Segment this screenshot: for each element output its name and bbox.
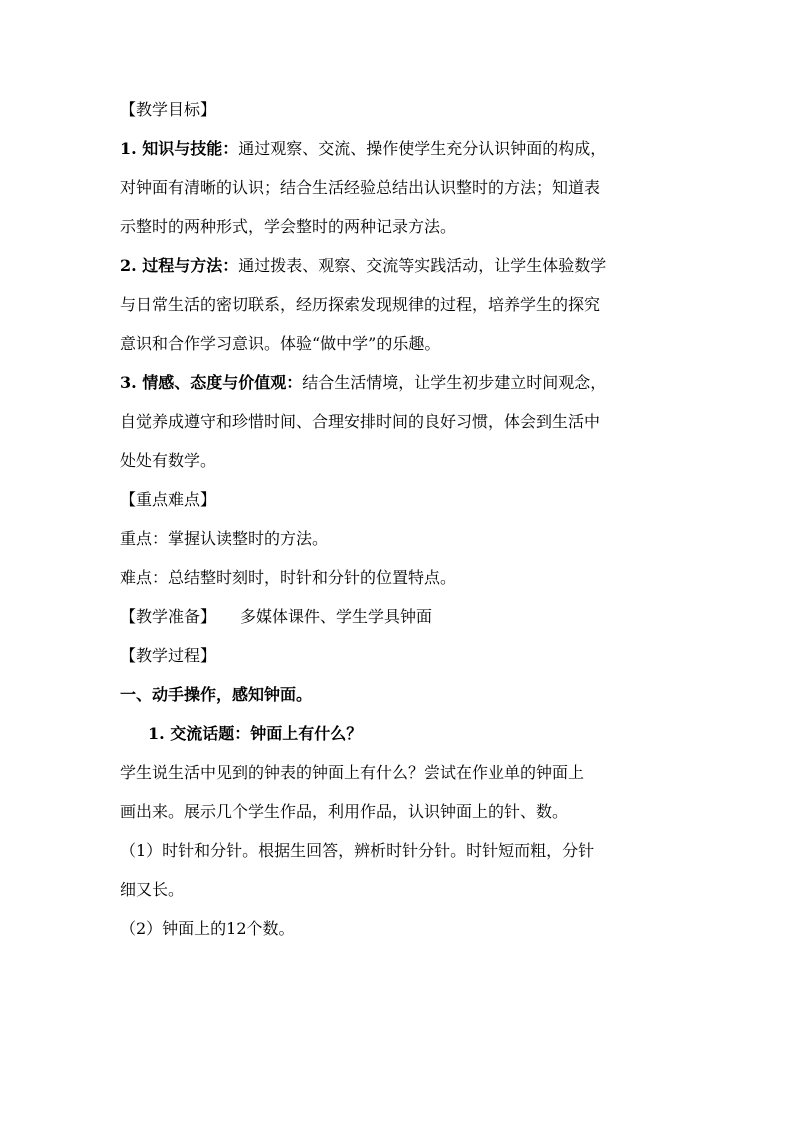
objective-process-line-2: 与日常生活的密切联系，经历探索发现规律的过程，培养学生的探究 <box>120 295 601 314</box>
difficulty-point: 难点：总结整时刻时，时针和分针的位置特点。 <box>120 568 457 587</box>
process-sub1-title: 1. 交流话题：钟面上有什么？ <box>148 724 363 743</box>
objective-process <box>120 256 680 276</box>
objective-process-label: 2. 过程与方法： <box>120 256 239 275</box>
preparation <box>120 607 680 627</box>
objective-attitude-line-2: 自觉养成遵守和珍惜时间、合理安排时间的良好习惯，体会到生活中 <box>120 412 601 431</box>
objective-process-line-1: 通过拨表、观察、交流等实践活动，让学生体验数学 <box>238 256 607 275</box>
process-point1-line-2: 细又长。 <box>120 880 185 899</box>
key-point: 重点：掌握认读整时的方法。 <box>120 529 329 548</box>
key-points-heading: 【重点难点】 <box>120 490 217 509</box>
process-point1-line-1: （1）时针和分针。根据生回答，辨析时针分针。时针短而粗，分针 <box>120 841 595 860</box>
objective-knowledge-label: 1. 知识与技能： <box>120 139 239 158</box>
objective-knowledge-line-3: 示整时的两种形式，学会整时的两种记录方法。 <box>120 217 457 236</box>
objective-attitude-line-1: 结合生活情境，让学生初步建立时间观念， <box>302 373 607 392</box>
preparation-heading: 【教学准备】 <box>120 607 217 626</box>
objective-attitude-line-3: 处处有数学。 <box>120 451 217 470</box>
objective-knowledge <box>120 139 680 159</box>
objective-attitude <box>120 373 680 393</box>
process-para-line-1: 学生说生活中见到的钟表的钟面上有什么？尝试在作业单的钟面上 <box>120 763 585 782</box>
process-heading: 【教学过程】 <box>120 646 217 665</box>
process-part1-title: 一、动手操作，感知钟面。 <box>120 685 313 704</box>
objective-knowledge-line-1: 通过观察、交流、操作使学生充分认识钟面的构成， <box>238 139 607 158</box>
objective-knowledge-line-2: 对钟面有清晰的认识；结合生活经验总结出认识整时的方法；知道表 <box>120 178 601 197</box>
process-para-line-2: 画出来。展示几个学生作品，利用作品，认识钟面上的针、数。 <box>120 802 569 821</box>
preparation-content: 多媒体课件、学生学具钟面 <box>240 607 433 626</box>
objective-process-line-3: 意识和合作学习意识。体验“做中学”的乐趣。 <box>120 334 441 353</box>
objectives-heading: 【教学目标】 <box>120 100 217 119</box>
document-page <box>120 100 680 958</box>
process-point2: （2）钟面上的12个数。 <box>120 919 295 938</box>
objective-attitude-label: 3. 情感、态度与价值观： <box>120 373 303 392</box>
